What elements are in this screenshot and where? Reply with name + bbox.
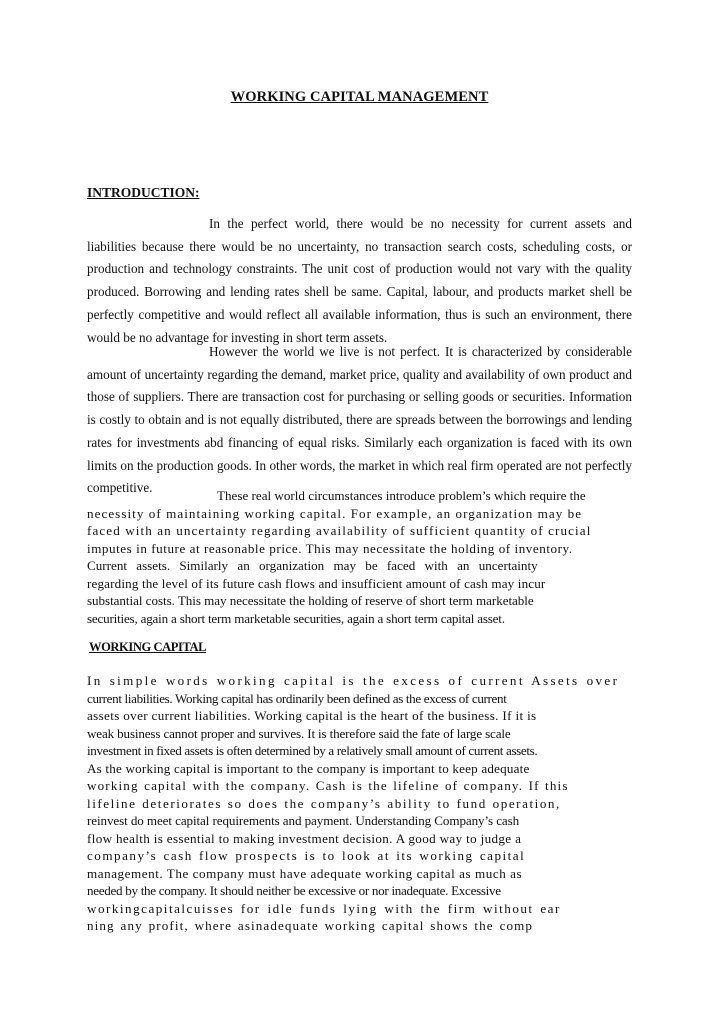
paragraph-working-capital [87,672,632,935]
paragraph-4-line: lifeline deteriorates so does the company’s ability to fund operation, [87,795,561,811]
working-capital-heading: WORKING CAPITAL [89,640,207,654]
paragraph-4-line: workingcapitalcuisses for idle funds lying with the firm without ear [87,900,561,916]
paragraph-circumstances [87,487,632,627]
paragraph-4-line: In simple words working capital is the excess of current Assets over [87,673,620,688]
paragraph-2-text: However the world we live is not perfect. It is characterized by considerable amount of uncertainty regarding the demand, market price, quality and availability of own product and those of suppliers. There are transaction cost for purchasing or selling goods or securities. Information is costly to obtain and is not equally distributed, there are spreads between the borrowings and lending rates for investments abd financing of equal risks. Similarly each organization is faced with its own limits on the production goods. In other words, the market in which real firm operated are not perfectly competitive. [87,344,632,496]
paragraph-1-text: In the perfect world, there would be no necessity for current assets and liabilities because there would be no uncertainty, no transaction search costs, scheduling costs, or production and technology constraints. The unit cost of production would not vary with the quality produced. Borrowing and lending rates shell be same. Capital, labour, and products market shell be perfectly competitive and would reflect all available information, thus is such an environment, there would be no advantage for investing in short term assets. [87,216,632,345]
paragraph-4-line: As the working capital is important to the company is important to keep adequate [87,760,530,776]
paragraph-4-line: investment in fixed assets is often determined by a relatively small amount of current assets. [87,743,538,758]
paragraph-4-line: flow health is essential to making investment decision. A good way to judge a [87,830,522,846]
paragraph-3-line: faced with an uncertainty regarding availability of sufficient quantity of crucial [87,523,592,538]
paragraph-4-line: weak business cannot proper and survives. It is therefore said the fate of large scale [87,725,511,741]
paragraph-3-line: These real world circumstances introduce problem’s which require the [217,488,586,503]
paragraph-real-world [87,341,632,500]
paragraph-3-line: Current assets. Similarly an organization may be faced with an uncertainty [87,558,538,573]
paragraph-4-line: management. The company must have adequate working capital as much as [87,865,523,881]
paragraph-4-line: company’s cash flow prospects is to look at its working capital [87,848,526,863]
paragraph-3-line: regarding the level of its future cash flows and insufficient amount of cash may incur [87,575,546,591]
document-title: WORKING CAPITAL MANAGEMENT [230,89,489,105]
paragraph-4-line: reinvest do meet capital requirements and payment. Understanding Company’s cash [87,813,520,828]
paragraph-4-line: working capital with the company. Cash is the lifeline of company. If this [87,778,569,793]
paragraph-3-line: securities, again a short term marketable securities, again a short term capital asset. [87,610,505,626]
paragraph-3-line: imputes in future at reasonable price. This may necessitate the holding of inventory. [87,540,573,556]
paragraph-4-line: assets over current liabilities. Working capital is the heart of the business. If it is [87,708,537,723]
paragraph-4-line: ning any profit, where asinadequate working capital shows the comp [87,918,534,933]
introduction-heading: INTRODUCTION: [87,185,200,200]
paragraph-4-line: needed by the company. It should neither be excessive or nor inadequate. Excessive [87,883,501,898]
paragraph-3-line: substantial costs. This may necessitate the holding of reserve of short term marketable [87,593,534,608]
paragraph-4-line: current liabilities. Working capital has ordinarily been defined as the excess of current [87,690,507,706]
paragraph-3-line: necessity of maintaining working capital. For example, an organization may be [87,505,583,521]
paragraph-perfect-world [87,213,632,349]
